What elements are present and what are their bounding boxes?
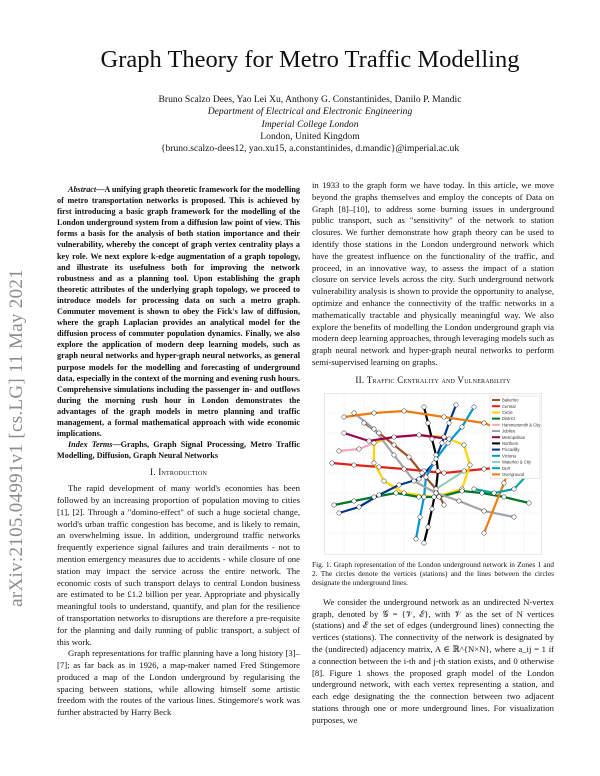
figure-underground-graph	[324, 393, 542, 555]
station-node	[482, 530, 486, 534]
station-node	[417, 432, 421, 436]
station-node	[394, 490, 398, 494]
section2-paragraph-1: We consider the underground network as an undirected N-vertex graph, denoted by 𝒢 = {𝒱, ℰ}, with 𝒱 as the set of N vertices (stations) and ℰ the set of edges (underground lines) connecting the vertices (stations). The connectivity of the network is designated by the (undirected) adjacency matrix, A ∈ ℝ^{N×N}, where a_ij = 1 if a connection between the i-th and j-th station exists, and 0 otherwise [8]. Figure 1 shows the proposed graph model of the London underground network, with each vertex representing a station, and each edge designating the the connection between two adjacent stations through one or more underground lines. For visualization purposes, we	[312, 596, 554, 725]
legend-label: District	[502, 415, 515, 421]
station-node	[352, 410, 356, 414]
station-node	[472, 404, 476, 408]
legend-label: DLR	[502, 465, 511, 471]
author-emails: {bruno.scalzo-dees12, yao.xu15, a.constantinides, d.mandic}@imperial.ac.uk	[160, 143, 460, 155]
legend-label: Circle	[502, 409, 513, 415]
station-node	[352, 462, 356, 466]
legend-label: Victoria	[502, 452, 516, 458]
intro-paragraph-2-continued: in 1933 to the graph form we have today. In this article, we move beyond the graphs themselves and employ the concepts of Data on Graph [8]–[10], to address some burning issues in underground public transport, such as "sensitivity" of the network to station closures. We further demonstrate how graph theory can be used to identify those stations in the London underground network which have the greatest influence on the functionality of the traffic, and proceed, in an innovative way, to assess the impact of a station closure on service levels across the city. Such underground network vulnerability analysis is shown to provide the opportunity to analyse, optimize and enhance the connectivity of the traffic networks in a mathematically tractable and physically meaningful way. We also explore the benefits of modelling the London underground graph via modern deep learning approaches, through leveraging models such as graph neural network and hyper-graph neural networks to perform semi-supervised learning on graphs.	[312, 180, 554, 367]
station-node	[472, 486, 476, 490]
station-node	[377, 430, 381, 434]
station-node	[332, 502, 336, 506]
station-node	[372, 460, 376, 464]
station-node	[426, 420, 430, 424]
author-department: Department of Electrical and Electronic Engineering	[207, 106, 413, 118]
station-node	[442, 434, 446, 438]
intro-paragraph-2: Graph representations for traffic planning have a long history [3]–[7]; as far back as in 1926, a map-maker named Fred Stingemore produced a map of the London underground by regularising the spacing between stations, while allowing himself some artistic freedom with the routes of the various lines. Stingemore's work was further abstracted by Harry Beck	[57, 648, 300, 718]
station-node	[337, 510, 341, 514]
station-node	[462, 442, 466, 446]
station-node	[392, 442, 396, 446]
station-node	[434, 490, 438, 494]
station-node	[430, 506, 434, 510]
station-node	[420, 470, 424, 474]
station-node	[392, 452, 396, 456]
station-node	[352, 498, 356, 502]
station-node	[434, 452, 438, 456]
station-node	[382, 478, 386, 482]
station-node	[437, 494, 441, 498]
station-node	[512, 514, 516, 518]
figure-caption: Fig. 1. Graph representation of the London underground network in Zones 1 and 2. The circles denote the vertices (stations) and the lines between the circles designate the underground lines.	[312, 559, 554, 588]
station-node	[426, 524, 430, 528]
intro-paragraph-1: The rapid development of many world's economies has been followed by an increasing proportion of population moving to cities [1], [2]. Through a "domino-effect" of such a huge societal change, world's urban traffic congestion has become, and is likely to remain, an overwhelming issue. In addition, underground traffic networks frequently experience signal failures and train derailments - not to mention emergency measures due to accidents - while closure of one station may impact the service across the entire network. The economic costs of such transport delays to central London business are estimated to be £1.2 billion per year. Appropriate and physically meaningful tools to understand, quantify, and plan for the resilience of transportation networks to disruptions are therefore a pre-requisite for the planning and daily running of public transport, a subject of this work.	[57, 483, 300, 647]
legend-label: Piccadilly	[502, 446, 520, 452]
station-node	[377, 492, 381, 496]
station-node	[462, 468, 466, 472]
station-node	[527, 500, 531, 504]
station-node	[392, 434, 396, 438]
station-node	[422, 404, 426, 408]
station-node	[468, 462, 472, 466]
station-node	[442, 414, 446, 418]
legend-label: Waterloo & City	[502, 459, 531, 465]
section-heading-traffic: II. Traffic Centrality and Vulnerability	[355, 374, 511, 385]
station-node	[342, 414, 346, 418]
author-institution: Imperial College London	[261, 118, 359, 130]
left-column	[57, 184, 300, 719]
station-node	[502, 494, 506, 498]
legend-label: Central	[502, 403, 516, 409]
station-node	[412, 478, 416, 482]
station-node	[442, 470, 446, 474]
station-node	[402, 490, 406, 494]
station-node	[442, 502, 446, 506]
station-node	[417, 476, 421, 480]
station-node	[430, 436, 434, 440]
right-column	[312, 180, 554, 727]
station-node	[424, 474, 428, 478]
station-node	[337, 448, 341, 452]
station-node	[397, 482, 401, 486]
station-node	[482, 420, 486, 424]
legend-label: Bakerloo	[502, 397, 519, 403]
station-node	[372, 426, 376, 430]
station-node	[330, 460, 334, 464]
arxiv-identifier	[3, 188, 31, 688]
station-node	[457, 498, 461, 502]
station-node	[417, 494, 421, 498]
legend-label: Hammersmith & City	[502, 421, 541, 427]
station-node	[436, 468, 440, 472]
station-node	[357, 504, 361, 508]
index-terms-text: —Graphs, Graph Signal Processing, Metro Traffic Modelling, Diffusion, Graph Neural Networks	[57, 440, 300, 461]
station-node	[407, 454, 411, 458]
station-node	[492, 490, 496, 494]
station-node	[372, 494, 376, 498]
station-node	[357, 446, 361, 450]
station-node	[402, 408, 406, 412]
legend-label: Overground	[502, 471, 525, 477]
station-node	[502, 480, 506, 484]
abstract-text: —A unifying graph theoretic framework for the modelling of metro transportation networks is proposed. This is achieved by first introducing a basic graph framework for the modelling of the London underground system from a diffusion law point of view. This forms a basis for the analysis of both station importance and their vulnerability, whereby the concept of graph vertex centrality plays a key role. We next explore k-edge augmentation of a graph topology, and illustrate its usefulness both for improving the network robustness and as a planning tool. Upon establishing the graph theoretic attributes of the underlying graph topology, we proceed to introduce models for processing data on such a metro graph. Commuter movement is shown to obey the Fick's law of diffusion, where the graph Laplacian provides an analytical model for the diffusion process of commuter population dynamics. Finally, we also explore the application of modern deep learning models, such as graph neural networks and hyper-graph neural networks, as general purpose models for the modelling and forecasting of underground data, especially in the context of the morning and evening rush hours. Comprehensive simulations including the passenger in- and outflows during the morning rush hour in London demonstrates the advantages of the graph models in metro planning and traffic management, a formal mathematical approach with wide economic implications.	[57, 185, 300, 439]
station-node	[414, 536, 418, 540]
legend-label: Northern	[502, 440, 519, 446]
metro-graph-image	[324, 393, 542, 555]
legend-label: Metropolitan	[502, 434, 526, 440]
author-names: Bruno Scalzo Dees, Yao Lei Xu, Anthony G. Constantinides, Danilo P. Mandic	[158, 94, 462, 105]
arxiv-id-text: arXiv:2105.04991v1 [cs.LG] 11 May 2021	[6, 269, 27, 607]
station-node	[418, 514, 422, 518]
station-node	[372, 440, 376, 444]
abstract	[57, 184, 300, 439]
station-node	[434, 456, 438, 460]
index-terms	[57, 439, 300, 461]
station-node	[377, 464, 381, 468]
station-node	[362, 420, 366, 424]
station-node	[432, 494, 436, 498]
station-node	[480, 490, 484, 494]
index-terms-lead: Index Terms	[68, 440, 113, 450]
author-location: London, United Kingdom	[260, 130, 360, 142]
section-heading-introduction: I. Introduction	[149, 467, 208, 478]
station-node	[460, 488, 464, 492]
station-node	[372, 410, 376, 414]
station-node	[367, 438, 371, 442]
station-node	[422, 494, 426, 498]
station-node	[422, 540, 426, 544]
station-node	[447, 436, 451, 440]
author-block	[40, 94, 580, 155]
station-node	[434, 486, 438, 490]
station-node	[482, 466, 486, 470]
station-node	[454, 402, 458, 406]
station-node	[432, 460, 436, 464]
station-node	[482, 508, 486, 512]
station-node	[342, 430, 346, 434]
station-node	[447, 420, 451, 424]
station-node	[440, 440, 444, 444]
station-node	[512, 486, 516, 490]
station-node	[402, 466, 406, 470]
paper-title: Graph Theory for Metro Traffic Modelling	[100, 46, 520, 73]
station-node	[460, 424, 464, 428]
station-node	[446, 440, 450, 444]
abstract-lead: Abstract	[68, 185, 97, 194]
legend-label: Jubilee	[502, 428, 516, 434]
